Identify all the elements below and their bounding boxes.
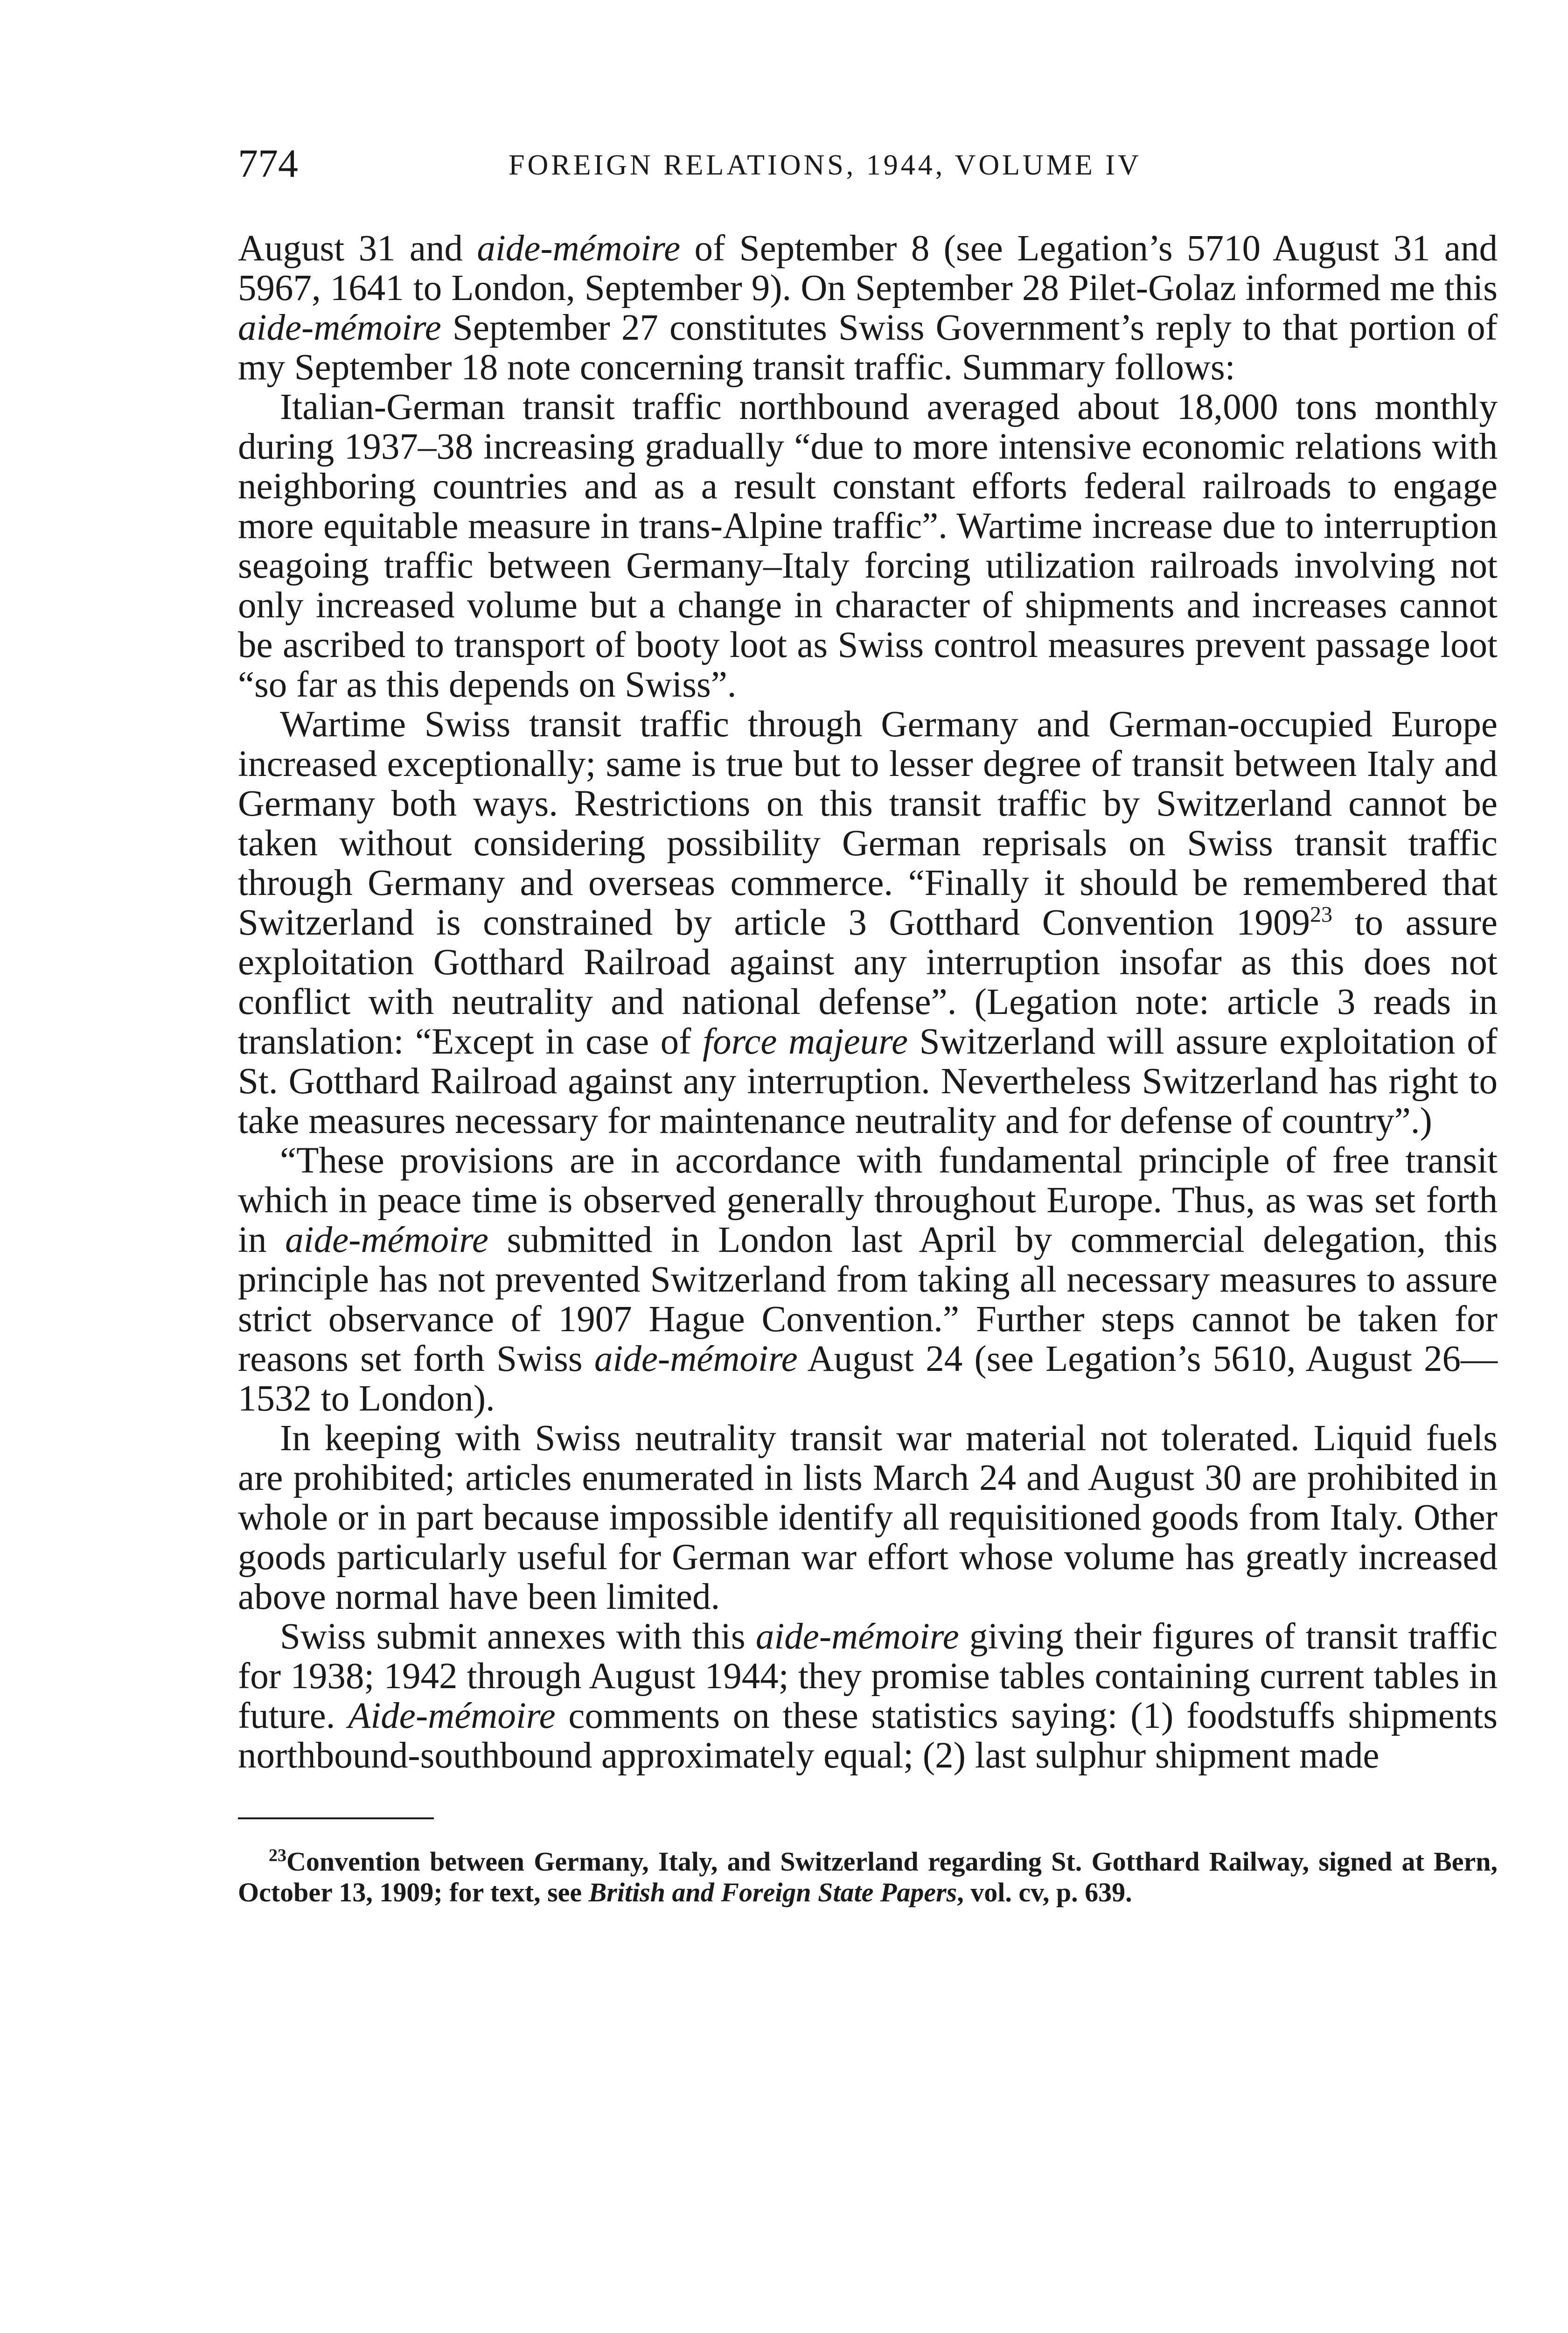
- italic-term: aide-mémoire: [594, 1339, 798, 1379]
- text-run: Convention between Germany, Italy, and Switzerland regarding St. Gotthard Railway, signed at Bern, October 13, 1909; for text, see: [238, 1846, 1498, 1907]
- italic-term: aide-mémoire: [238, 307, 441, 348]
- text-run: of September 8 (see Legation’s 5710 August 31 and 5967, 1641 to London, September 9). On September 28 Pilet-Golaz informed me this: [238, 228, 1498, 308]
- summary-block: [238, 387, 1498, 1775]
- summary-paragraph-3: [238, 1141, 1498, 1418]
- summary-paragraph-5: [238, 1617, 1498, 1775]
- text-run: September 27 constitutes Swiss Government’s reply to that portion of my September 18 note concerning transit traffic. Summary follows:: [238, 307, 1498, 388]
- summary-paragraph-4: In keeping with Swiss neutrality transit war material not tolerated. Liquid fuels are prohibited; articles enumerated in lists March 24 and August 30 are prohibited in whole or in part because impossible identify all requisitioned goods from Italy. Other goods particularly useful for German war effort whose volume has greatly increased above normal have been limited.: [238, 1418, 1498, 1617]
- text-run: giving their figures of transit traffic for 1938; 1942 through August 1944; they promise tables containing current tables in future.: [238, 1616, 1498, 1736]
- summary-paragraph-1: Italian-German transit traffic northbound averaged about 18,000 tons monthly during 1937–38 increasing gradually “due to more intensive economic relations with neighboring countries and as a result constant efforts federal railroads to engage more equitable measure in trans-Alpine traffic”. Wartime increase due to interruption seagoing traffic between Germany–Italy forcing utilization railroads involving not only increased volume but a change in character of shipments and increases cannot be ascribed to transport of booty loot as Swiss control measures prevent passage loot “so far as this depends on Swiss”.: [238, 387, 1498, 705]
- footnote-marker: 23: [269, 1845, 286, 1865]
- italic-term: aide-mémoire: [477, 228, 681, 269]
- italic-term: force majeure: [703, 1021, 908, 1062]
- text-run: August 31 and: [238, 228, 477, 269]
- text-run: to assure exploitation Gotthard Railroad against any interruption insofar as this does not conflict with neutrality and national defense”. (Legation note: article 3 reads in translation: “Except in case of: [238, 902, 1498, 1062]
- footnote-divider: [238, 1817, 434, 1819]
- text-run: submitted in London last April by commercial delegation, this principle has not prevented Switzerland from taking all necessary measures to assure strict observance of 1907 Hague Convention.” Further steps cannot be taken for reasons set forth Swiss: [238, 1220, 1498, 1379]
- footnote-23: [238, 1846, 1498, 1908]
- italic-term: aide-mémoire: [285, 1220, 488, 1260]
- page-number: 774: [238, 141, 298, 186]
- summary-paragraph-2: [238, 705, 1498, 1141]
- running-title: FOREIGN RELATIONS, 1944, VOLUME IV: [509, 149, 1142, 181]
- text-run: comments on these statistics saying: (1) foodstuffs shipments northbound-southbound approximately equal; (2) last sulphur shipment made: [238, 1696, 1498, 1776]
- running-header: [238, 140, 1498, 196]
- text-run: Switzerland will assure exploitation of St. Gotthard Railroad against any interruption. Nevertheless Switzerland has right to take measures necessary for maintenance neutrality and for defense of country”.): [238, 1021, 1498, 1141]
- text-run: August 24 (see Legation’s 5610, August 26—1532 to London).: [238, 1339, 1498, 1419]
- italic-term: Aide-mémoire: [348, 1696, 556, 1736]
- text-run: “These provisions are in accordance with fundamental principle of free transit which in peace time is observed generally throughout Europe. Thus, as was set forth in: [238, 1140, 1498, 1260]
- body-text: [238, 229, 1498, 1775]
- footnote-reference[interactable]: 23: [1310, 902, 1332, 927]
- text-run: Wartime Swiss transit traffic through Germany and German-occupied Europe increased exceptionally; same is true but to lesser degree of transit between Italy and Germany both ways. Restrictions on this transit traffic by Switzerland cannot be taken without considering possibility German reprisals on Swiss transit traffic through Germany and overseas commerce. “Finally it should be remembered that Switzerland is constrained by article 3 Gotthard Convention 1909: [238, 704, 1498, 943]
- document-page: [238, 140, 1498, 1935]
- text-run: , vol. cv, p. 639.: [957, 1877, 1132, 1907]
- italic-term: aide-mémoire: [755, 1616, 959, 1657]
- paragraph-intro: [238, 229, 1498, 387]
- text-run: Swiss submit annexes with this: [280, 1616, 756, 1657]
- italic-title: British and Foreign State Papers: [588, 1877, 957, 1907]
